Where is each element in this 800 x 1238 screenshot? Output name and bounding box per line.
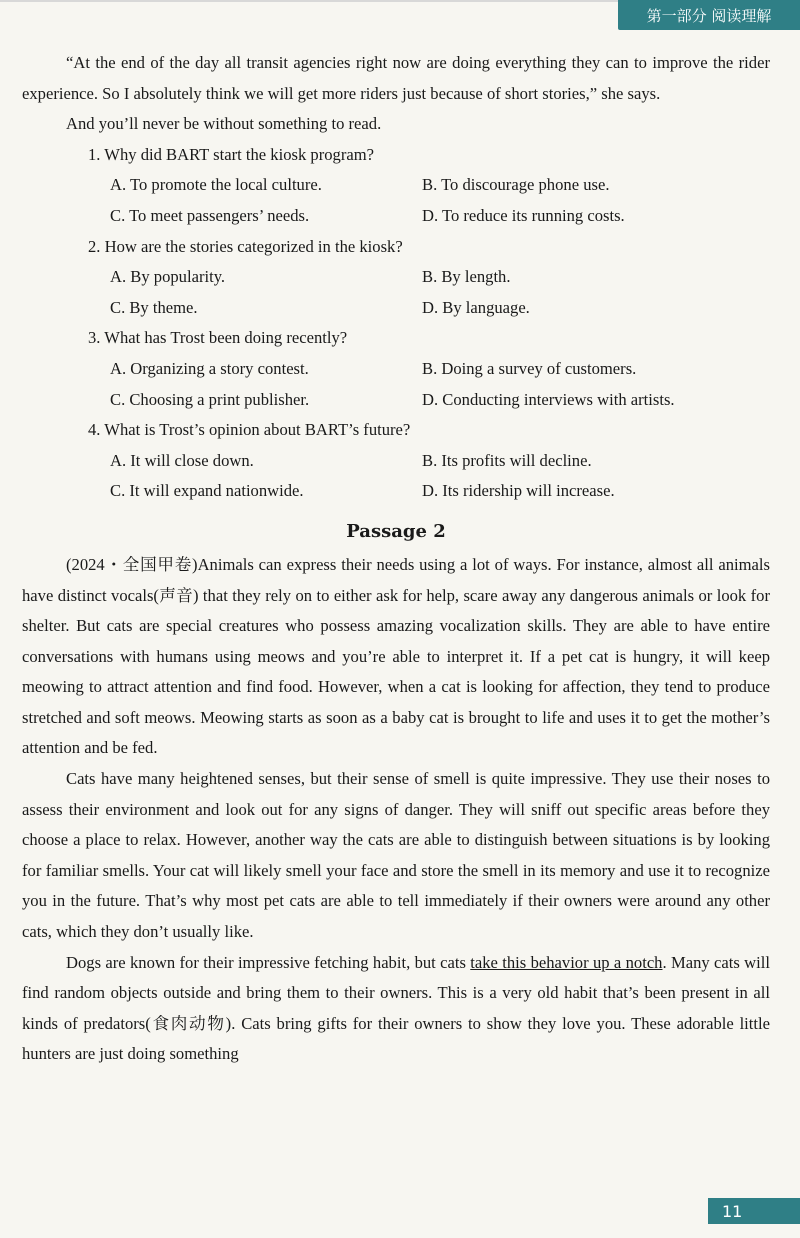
- question-stem: 2. How are the stories categorized in the kiosk?: [88, 236, 403, 256]
- passage-paragraph-1: (2024・全国甲卷)Animals can express their needs using a lot of ways. For instance, almost all animals have distinct vocals(声音) that they rely on to either ask for help, scare away any dangerous animals or look for shelter. But cats are special creatures who possess amazing vocalization skills. They are able to have entire conversations with humans using meows and you’re able to interpret it. If a pet cat is hungry, it will keep meowing to attract attention and find food. However, when a cat is looking for affection, they tend to produce stretched and soft meows. Meowing starts as soon as a baby cat is brought to life and uses it to get the mother’s attention and be fed.: [22, 554, 770, 758]
- option-b: B. To discourage phone use.: [422, 175, 610, 195]
- question-stem: 1. Why did BART start the kiosk program?: [88, 144, 374, 164]
- question-options: [110, 446, 770, 507]
- option-a: A. To promote the local culture.: [110, 175, 322, 195]
- option-d: D. By language.: [422, 297, 530, 317]
- option-c: C. It will expand nationwide.: [110, 481, 304, 501]
- option-b: B. By length.: [422, 267, 511, 287]
- question-options: [110, 262, 770, 323]
- intro-paragraph-quote: “At the end of the day all transit agencies right now are doing everything they can to improve the rider experience. So I absolutely think we will get more riders just because of short stories,” she says.: [22, 53, 770, 103]
- option-d: D. Conducting interviews with artists.: [422, 389, 675, 409]
- option-d: D. To reduce its running costs.: [422, 205, 625, 225]
- question-stem: 4. What is Trost’s opinion about BART’s future?: [88, 420, 411, 440]
- paragraph-text: . Many cats will find random objects outside and bring them to their owners. This is a very old habit that’s been present in all kinds of predators(食肉动物). Cats bring gifts for their owners to show they love you. These adorable little hunters are just doing something: [22, 952, 770, 1064]
- question-options: [110, 170, 770, 231]
- option-a: A. It will close down.: [110, 450, 254, 470]
- option-c: C. To meet passengers’ needs.: [110, 205, 310, 225]
- paragraph-text: Dogs are known for their impressive fetching habit, but cats: [66, 952, 471, 972]
- page-number: 11: [708, 1198, 800, 1224]
- option-c: C. Choosing a print publisher.: [110, 389, 310, 409]
- passage-paragraph-2: Cats have many heightened senses, but their sense of smell is quite impressive. They use their noses to assess their environment and look out for any signs of danger. They will sniff out specific areas before they choose a place to relax. However, another way the cats are able to distinguish between situations is by looking for familiar smells. Your cat will likely smell your face and store the smell in its memory and use it to recognize you in the future. That’s why most pet cats are able to tell immediately if their owners were around any other cats, which they don’t usually like.: [22, 769, 770, 942]
- question-stem: 3. What has Trost been doing recently?: [88, 328, 348, 348]
- option-b: B. Doing a survey of customers.: [422, 358, 637, 378]
- option-a: A. Organizing a story contest.: [110, 358, 309, 378]
- question-options: [110, 354, 770, 415]
- intro-paragraph-closing: And you’ll never be without something to read.: [66, 114, 382, 134]
- option-d: D. Its ridership will increase.: [422, 481, 615, 501]
- question-4: [22, 415, 770, 507]
- top-rule: [0, 0, 618, 2]
- passage-title: Passage 2: [346, 520, 446, 542]
- question-3: [22, 323, 770, 415]
- section-header-tab: 第一部分 阅读理解: [618, 0, 800, 30]
- option-c: C. By theme.: [110, 297, 198, 317]
- page-content: [22, 48, 770, 1070]
- option-b: B. Its profits will decline.: [422, 450, 592, 470]
- question-2: [22, 232, 770, 324]
- passage-paragraph-3: [22, 948, 770, 1070]
- underlined-phrase: take this behavior up a notch: [470, 952, 663, 972]
- question-1: [22, 140, 770, 232]
- option-a: A. By popularity.: [110, 267, 226, 287]
